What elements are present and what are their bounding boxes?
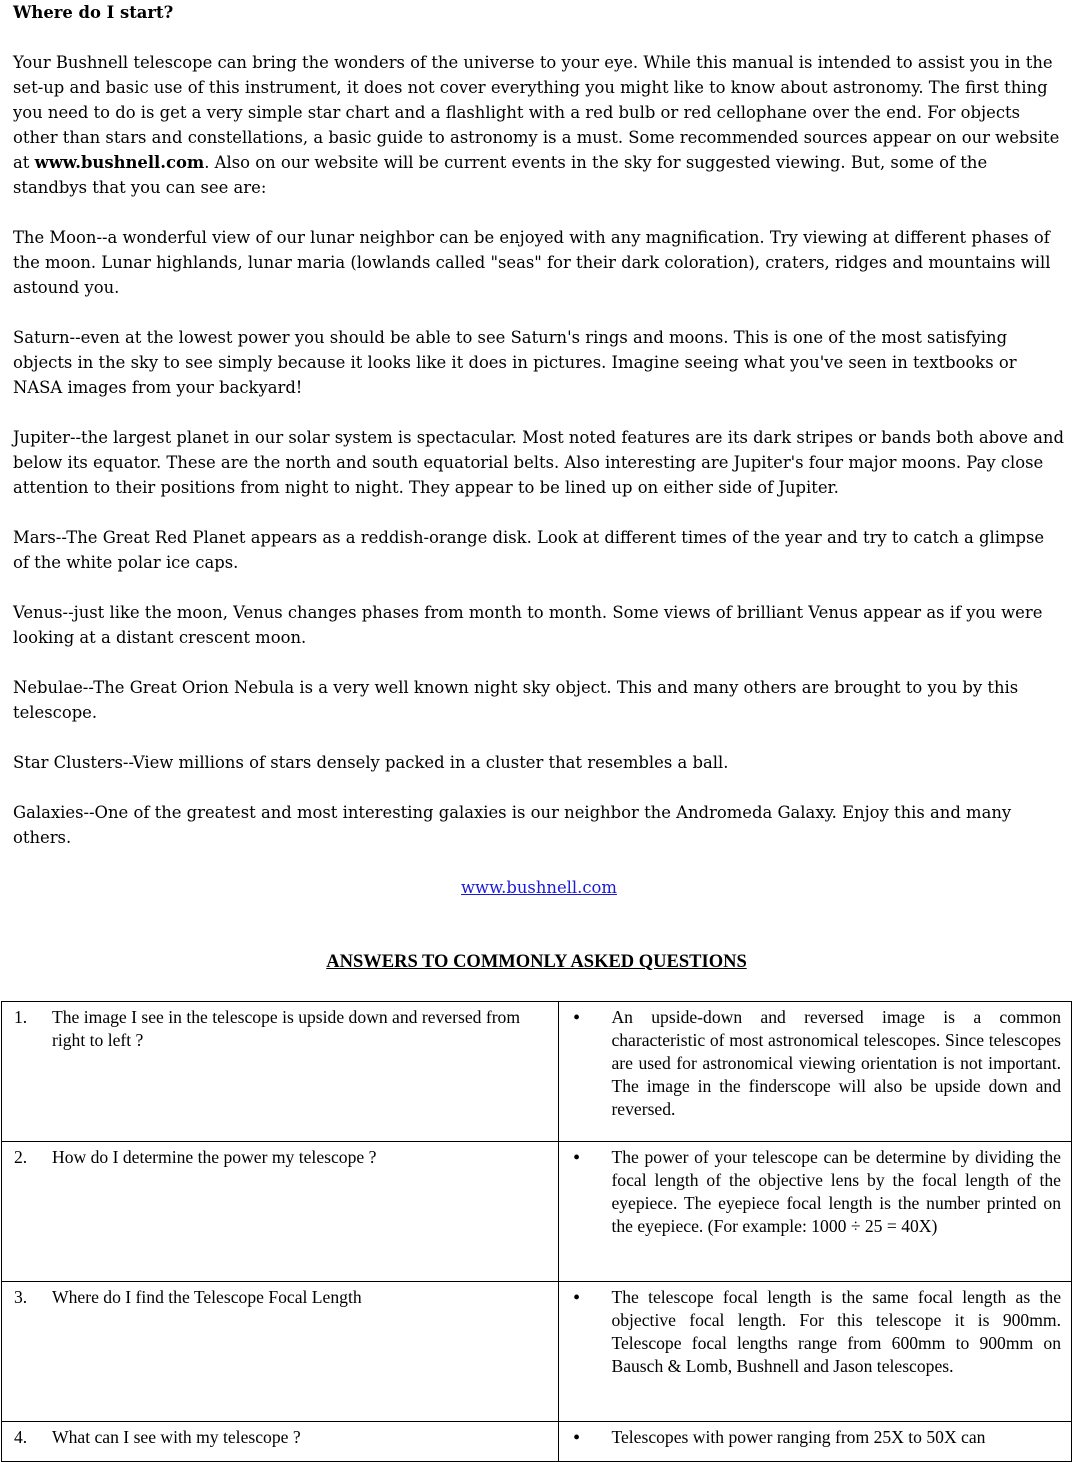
paragraph-galaxies: Galaxies--One of the greatest and most interesting galaxies is our neighbor the Andromeda Galaxy. Enjoy this and many others. (13, 803, 1012, 847)
answer-text: Telescopes with power ranging from 25X to 50X can (611, 1427, 986, 1447)
paragraph-nebulae: Nebulae--The Great Orion Nebula is a very well known night sky object. This and many others are brought to you by this telescope. (13, 678, 1019, 722)
intro-text-end: . Also on our website will be current events in the sky for suggested viewing. But, some of the standbys that you can see are: (13, 153, 988, 197)
website-link-row (13, 875, 1065, 900)
question-text: How do I determine the power my telescope ? (52, 1147, 377, 1167)
bullet-icon: • (573, 1147, 580, 1167)
bullet-icon: • (573, 1007, 580, 1027)
faq-row (2, 1282, 1072, 1422)
question-number: 1. (14, 1007, 28, 1027)
question-text: The image I see in the telescope is upside down and reversed from right to left ? (52, 1007, 521, 1050)
faq-question-cell (2, 1142, 559, 1282)
intro-website-bold: www.bushnell.com (34, 153, 205, 172)
question-number: 3. (14, 1287, 28, 1307)
paragraph-moon: The Moon--a wonderful view of our lunar neighbor can be enjoyed with any magnification. Try viewing at different phases of the moon. Lunar highlands, lunar maria (lowlands called "seas" for their dark coloration), craters, ridges and mountains will astound you. (13, 228, 1051, 297)
faq-row (2, 1422, 1072, 1462)
question-text: What can I see with my telescope ? (52, 1427, 301, 1447)
paragraph-jupiter: Jupiter--the largest planet in our solar system is spectacular. Most noted features are its dark stripes or bands both above and below its equator. These are the north and south equatorial belts. Also interesting are Jupiter's four major moons. Pay close attention to their positions from night to night. They appear to be lined up on either side of Jupiter. (13, 428, 1064, 497)
answer-text: The telescope focal length is the same focal length as the objective focal length. For this telescope it is 900mm. Telescope focal lengths range from 600mm to 900mm on Bausch & Lomb, Bushnell and Jason telescopes. (611, 1287, 1061, 1376)
faq-question-cell (2, 1282, 559, 1422)
section-heading: Where do I start? (13, 3, 174, 22)
question-text: Where do I find the Telescope Focal Length (52, 1287, 362, 1307)
paragraph-star-clusters: Star Clusters--View millions of stars densely packed in a cluster that resembles a ball. (13, 753, 729, 772)
intro-paragraph (13, 50, 1065, 200)
faq-table (1, 1001, 1072, 1462)
question-number: 2. (14, 1147, 28, 1167)
faq-answer-cell (559, 1282, 1072, 1422)
answer-text: An upside-down and reversed image is a common characteristic of most astronomical telescopes. Since telescopes are used for astronomical viewing orientation is not important. The image in the finderscope will also be upside down and reversed. (611, 1007, 1061, 1119)
faq-answer-cell (559, 1002, 1072, 1142)
paragraph-saturn: Saturn--even at the lowest power you should be able to see Saturn's rings and moons. This is one of the most satisfying objects in the sky to see simply because it looks like it does in pictures. Imagine seeing what you've seen in textbooks or NASA images from your backyard! (13, 328, 1017, 397)
faq-row (2, 1002, 1072, 1142)
bullet-icon: • (573, 1287, 580, 1307)
faq-question-cell (2, 1422, 559, 1462)
bullet-icon: • (573, 1427, 580, 1447)
faq-answer-cell (559, 1142, 1072, 1282)
faq-row (2, 1142, 1072, 1282)
faq-title: ANSWERS TO COMMONLY ASKED QUESTIONS (326, 952, 747, 972)
intro-section (13, 0, 1065, 900)
intro-text-start: Your Bushnell telescope can bring the wonders of the universe to your eye. While this manual is intended to assist you in the set-up and basic use of this instrument, it does not cover everything you might like to know about astronomy. The first thing you need to do is get a very simple star chart and a flashlight with a red bulb or red cellophane over the end. For objects other than stars and constellations, a basic guide to astronomy is a must. Some recommended sources appear on our website at (13, 53, 1060, 172)
answer-text: The power of your telescope can be determine by dividing the focal length of the objective lens by the focal length of the eyepiece. The eyepiece focal length is the number printed on the eyepiece. (For example: 1000 ÷ 25 = 40X) (611, 1147, 1061, 1236)
faq-answer-cell (559, 1422, 1072, 1462)
paragraph-venus: Venus--just like the moon, Venus changes phases from month to month. Some views of brilliant Venus appear as if you were looking at a distant crescent moon. (13, 603, 1043, 647)
paragraph-mars: Mars--The Great Red Planet appears as a reddish-orange disk. Look at different times of the year and try to catch a glimpse of the white polar ice caps. (13, 528, 1045, 572)
question-number: 4. (14, 1427, 28, 1447)
website-link[interactable]: www.bushnell.com (461, 878, 617, 897)
faq-question-cell (2, 1002, 559, 1142)
